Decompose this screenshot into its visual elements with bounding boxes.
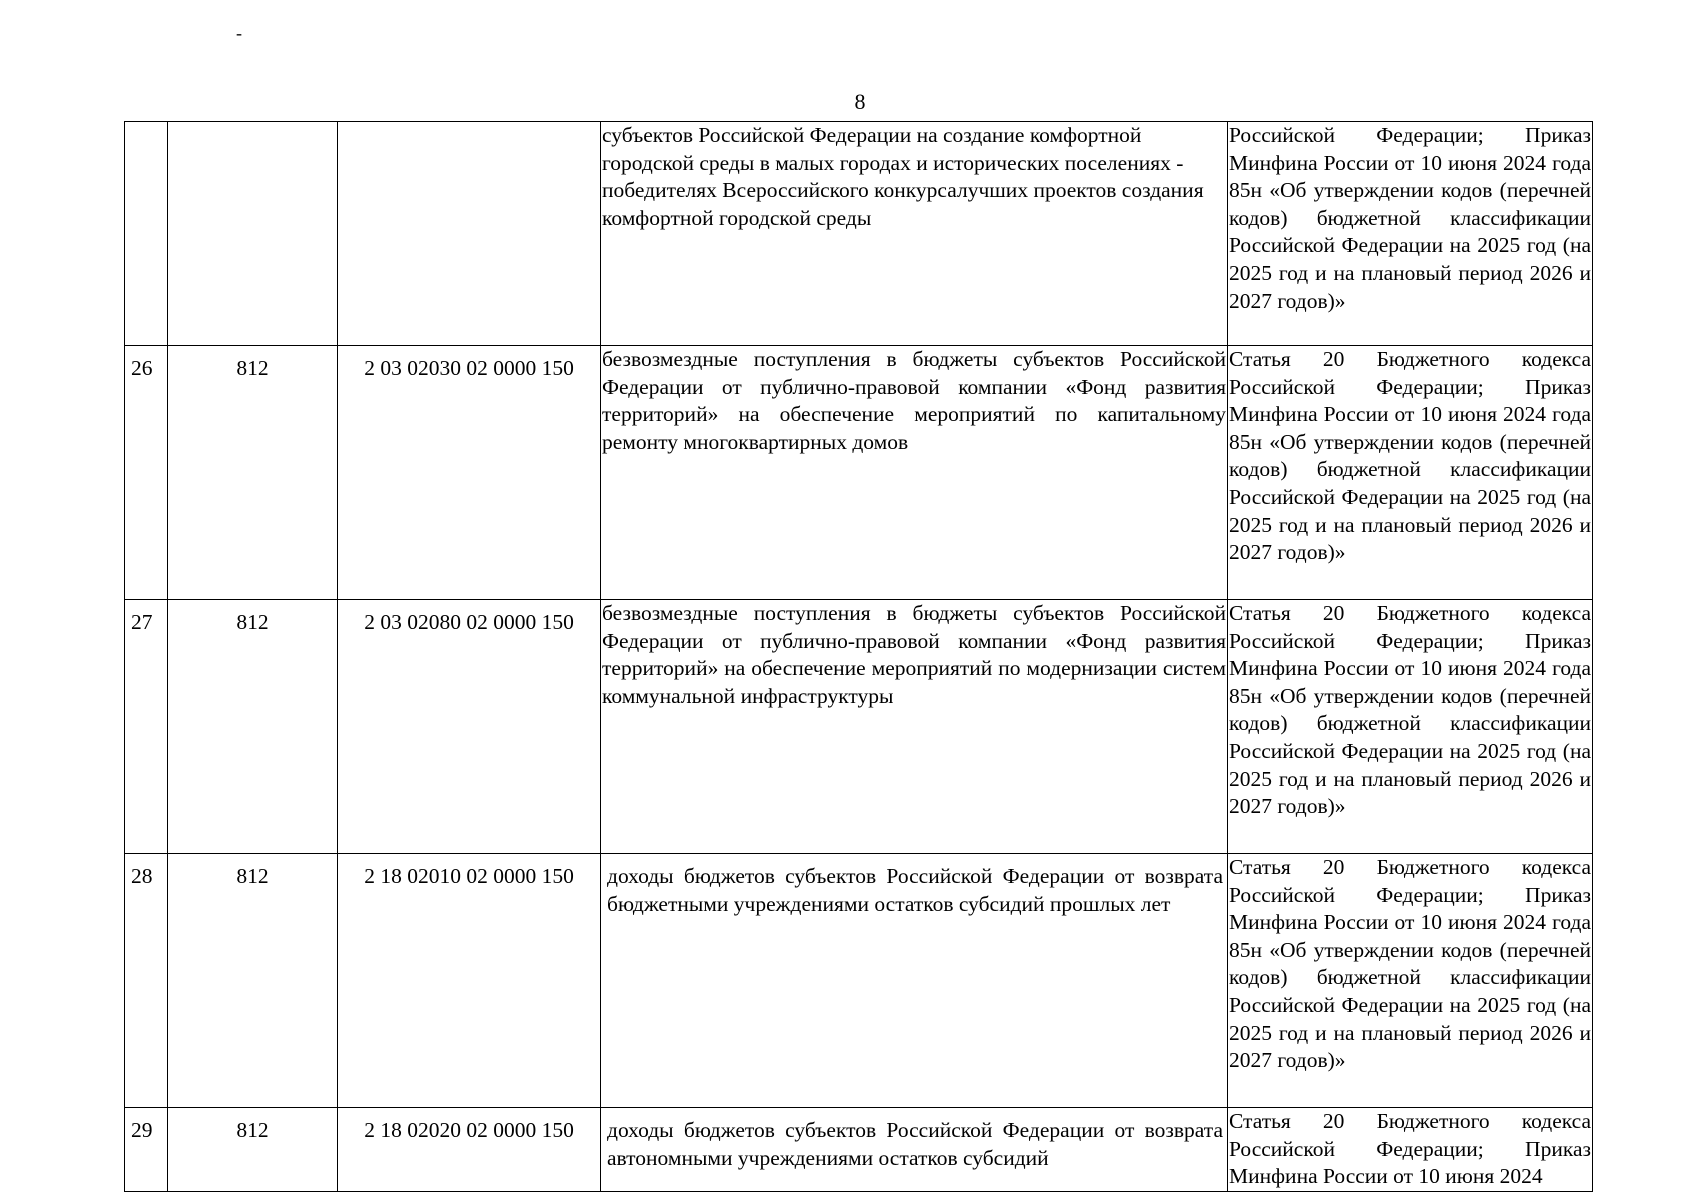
scan-mark: - [236,23,242,43]
budget-code-cell: 2 18 02020 02 0000 150 [338,1108,601,1192]
table-row [125,346,1593,600]
legal-basis-cell: Статья 20 Бюджетного кодекса Российской Федерации; Приказ Минфина России от 10 июня 2024 года 85н «Об утверждении кодов (перечней кодов) бюджетной классификации Российской Федерации на 2025 год (на 2025 год и на плановый период 2026 и 2027 годов)» [1228,854,1593,1108]
admin-code-cell [168,122,338,346]
admin-code-cell: 812 [168,854,338,1108]
revenue-name-cell: субъектов Российской Федерации на создание комфортной городской среды в малых городах и исторических поселениях - победителях Всероссийского конкурсалучших проектов создания комфортной городской среды [601,122,1228,346]
legal-basis-cell: Статья 20 Бюджетного кодекса Российской Федерации; Приказ Минфина России от 10 июня 2024 [1228,1108,1593,1192]
legal-basis-cell: Российской Федерации; Приказ Минфина России от 10 июня 2024 года 85н «Об утверждении кодов (перечней кодов) бюджетной классификации Российской Федерации на 2025 год (на 2025 год и на плановый период 2026 и 2027 годов)» [1228,122,1593,346]
row-number-cell: 28 [125,854,168,1108]
table-row [125,600,1593,854]
budget-code-cell: 2 03 02030 02 0000 150 [338,346,601,600]
admin-code-cell: 812 [168,1108,338,1192]
row-number-cell: 29 [125,1108,168,1192]
budget-code-cell: 2 18 02010 02 0000 150 [338,854,601,1108]
table-row [125,1108,1593,1192]
revenue-name-cell: безвозмездные поступления в бюджеты субъектов Российской Федерации от публично-правовой компании «Фонд развития территорий» на обеспечение мероприятий по модернизации систем коммунальной инфраструктуры [601,600,1228,854]
legal-basis-cell: Статья 20 Бюджетного кодекса Российской Федерации; Приказ Минфина России от 10 июня 2024 года 85н «Об утверждении кодов (перечней кодов) бюджетной классификации Российской Федерации на 2025 год (на 2025 год и на плановый период 2026 и 2027 годов)» [1228,346,1593,600]
row-number-cell: 27 [125,600,168,854]
revenue-name-cell: безвозмездные поступления в бюджеты субъектов Российской Федерации от публично-правовой компании «Фонд развития территорий» на обеспечение мероприятий по капитальному ремонту многоквартирных домов [601,346,1228,600]
row-number-cell [125,122,168,346]
revenue-codes-table [124,121,1593,1192]
row-number-cell: 26 [125,346,168,600]
legal-basis-cell: Статья 20 Бюджетного кодекса Российской Федерации; Приказ Минфина России от 10 июня 2024 года 85н «Об утверждении кодов (перечней кодов) бюджетной классификации Российской Федерации на 2025 год (на 2025 год и на плановый период 2026 и 2027 годов)» [1228,600,1593,854]
budget-code-cell [338,122,601,346]
page-number: 8 [854,89,866,114]
admin-code-cell: 812 [168,346,338,600]
revenue-name-cell: доходы бюджетов субъектов Российской Федерации от возврата автономными учреждениями остатков субсидий [601,1108,1228,1192]
admin-code-cell: 812 [168,600,338,854]
revenue-name-cell: доходы бюджетов субъектов Российской Федерации от возврата бюджетными учреждениями остатков субсидий прошлых лет [601,854,1228,1108]
table-row [125,854,1593,1108]
budget-code-cell: 2 03 02080 02 0000 150 [338,600,601,854]
table-row [125,122,1593,346]
